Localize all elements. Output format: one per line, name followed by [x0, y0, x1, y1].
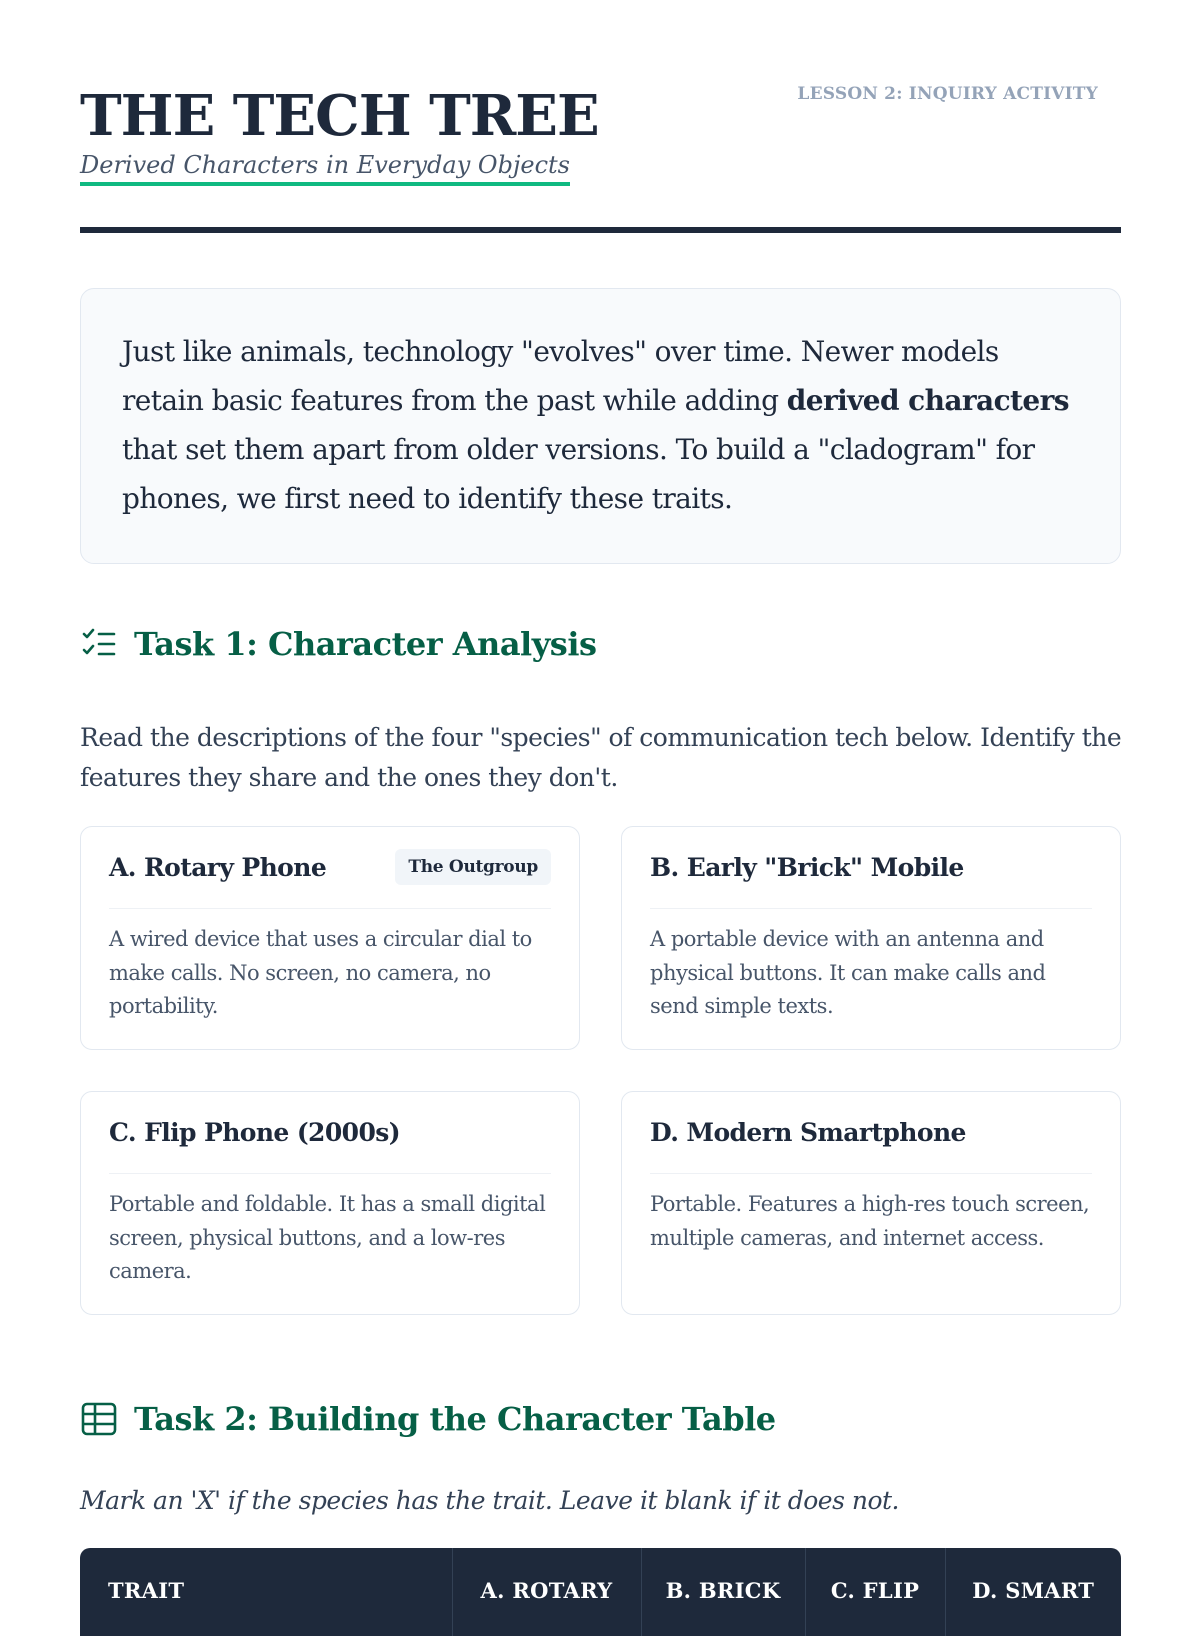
- character-table: [80, 1548, 1121, 1636]
- card-title: B. Early "Brick" Mobile: [650, 853, 964, 882]
- column-header-trait: TRAIT: [108, 1578, 185, 1603]
- page-title: THE TECH TREE: [80, 83, 599, 149]
- header-divider: [80, 227, 1121, 233]
- outgroup-badge: The Outgroup: [395, 849, 551, 885]
- card-description: A wired device that uses a circular dial to make calls. No screen, no camera, no portability.: [109, 927, 532, 1018]
- card-title: D. Modern Smartphone: [650, 1118, 966, 1147]
- column-header-flip: C. FLIP: [805, 1548, 945, 1636]
- checklist-icon: [80, 625, 118, 663]
- card-title: C. Flip Phone (2000s): [109, 1118, 400, 1147]
- task1-title: Task 1: Character Analysis: [134, 625, 597, 663]
- column-header-brick: B. BRICK: [641, 1548, 805, 1636]
- card-title: A. Rotary Phone: [109, 853, 327, 882]
- intro-text: [122, 327, 1080, 523]
- task2-title: Task 2: Building the Character Table: [134, 1400, 776, 1438]
- card-header: [650, 1092, 1092, 1174]
- intro-text-part: that set them apart from older versions. To build a "cladogram" for phones, we first need to identify these traits.: [122, 433, 1035, 515]
- task2-instructions: Mark an 'X' if the species has the trait. Leave it blank if it does not.: [80, 1486, 899, 1515]
- intro-text-part: Just like animals, technology "evolves" over time. Newer models retain basic features from the past while adding: [122, 335, 999, 417]
- species-card-c: [80, 1091, 580, 1315]
- card-header: [109, 1092, 551, 1174]
- card-description: Portable. Features a high-res touch screen, multiple cameras, and internet access.: [650, 1192, 1090, 1250]
- lesson-label: LESSON 2: INQUIRY ACTIVITY: [797, 84, 1098, 104]
- task1-heading: [80, 622, 596, 666]
- card-description: A portable device with an antenna and physical buttons. It can make calls and send simple texts.: [650, 927, 1046, 1018]
- card-header: [109, 827, 551, 909]
- table-header-row: [80, 1548, 1121, 1636]
- species-card-b: [621, 826, 1121, 1050]
- page-subtitle: Derived Characters in Everyday Objects: [80, 150, 570, 186]
- card-description: Portable and foldable. It has a small digital screen, physical buttons, and a low-res camera.: [109, 1192, 546, 1283]
- table-icon: [80, 1400, 118, 1438]
- card-header: [650, 827, 1092, 909]
- intro-callout: [80, 288, 1121, 564]
- intro-bold-term: derived characters: [786, 384, 1069, 417]
- task1-description: Read the descriptions of the four "species" of communication tech below. Identify the features they share and the ones they don't.: [80, 723, 1122, 792]
- species-card-d: [621, 1091, 1121, 1315]
- species-card-a: [80, 826, 580, 1050]
- column-header-rotary: A. ROTARY: [452, 1548, 641, 1636]
- column-header-smart: D. SMART: [945, 1548, 1121, 1636]
- task2-heading: [80, 1397, 776, 1441]
